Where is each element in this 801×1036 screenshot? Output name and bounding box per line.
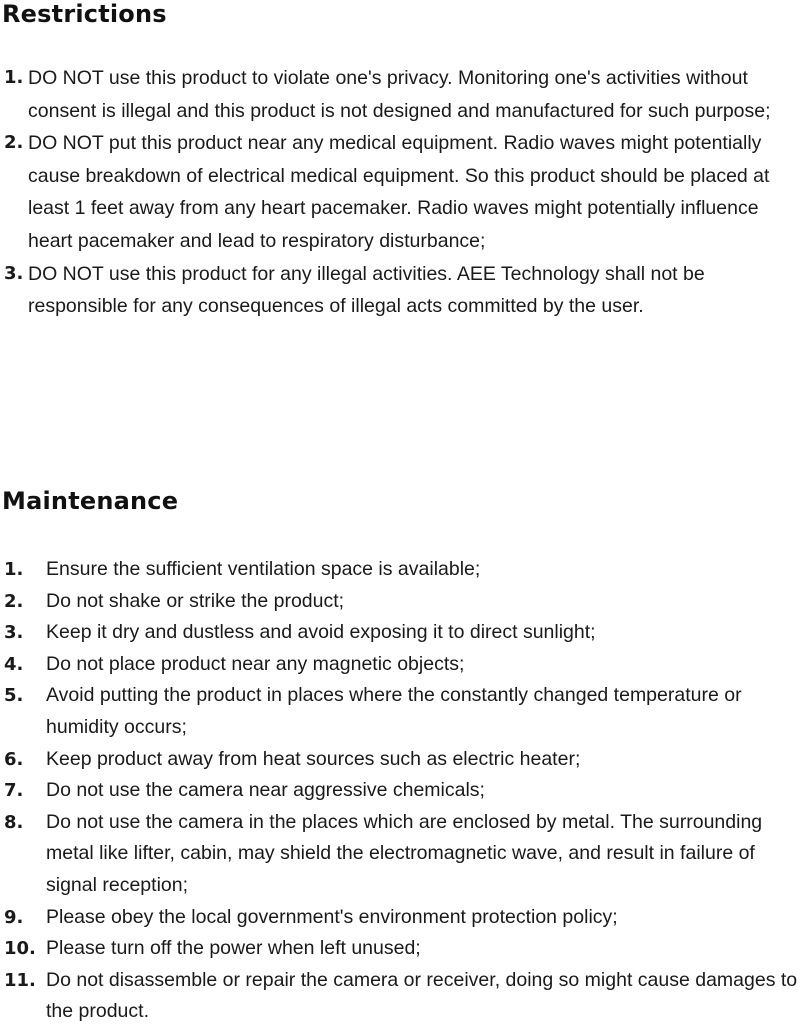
item-number: 2. — [4, 590, 24, 612]
maintenance-item-5 — [0, 680, 800, 743]
item-number: 7. — [4, 780, 24, 802]
item-text: Do not disassemble or repair the camera or receiver, doing so might cause damages to the product. — [46, 968, 798, 1023]
item-number: 1. — [4, 559, 24, 580]
item-text: Do not shake or strike the product; — [46, 589, 345, 612]
item-number: 8. — [4, 811, 24, 833]
maintenance-item-10 — [0, 933, 800, 965]
item-text: Please turn off the power when left unused; — [46, 937, 421, 960]
item-text: Please obey the local government's environment protection policy; — [46, 905, 618, 928]
item-number: 2. — [4, 132, 24, 154]
item-text: Do not place product near any magnetic objects; — [46, 652, 465, 675]
maintenance-item-2 — [0, 586, 800, 618]
maintenance-item-9 — [0, 902, 800, 934]
item-number: 6. — [4, 748, 24, 770]
restriction-item-1 — [0, 62, 800, 127]
item-text: Do not use the camera near aggressive chemicals; — [46, 779, 485, 802]
item-number: 1. — [4, 67, 24, 88]
item-text: DO NOT use this product to violate one's privacy. Monitoring one's activities without consent is illegal and this product is not designed and manufactured for such purpose; — [28, 67, 771, 122]
maintenance-item-11 — [0, 965, 800, 1028]
maintenance-item-3 — [0, 617, 800, 649]
maintenance-item-8 — [0, 807, 800, 902]
item-text: Keep it dry and dustless and avoid exposing it to direct sunlight; — [46, 621, 596, 644]
item-number: 5. — [4, 685, 24, 707]
maintenance-item-6 — [0, 744, 800, 776]
maintenance-item-1 — [0, 554, 800, 586]
maintenance-list — [0, 554, 800, 1028]
maintenance-item-7 — [0, 775, 800, 807]
maintenance-heading: Maintenance — [2, 487, 179, 515]
item-text: DO NOT put this product near any medical equipment. Radio waves might potentially cause breakdown of electrical medical equipment. So this product should be placed at least 1 feet away from any heart pacemaker. Radio waves might potentially influence heart pacemaker and lead to respiratory disturbance; — [28, 132, 770, 252]
item-text: Do not use the camera in the places which are enclosed by metal. The surrounding metal like lifter, cabin, may shield the electromagnetic wave, and result in failure of signal reception; — [46, 810, 763, 896]
item-number: 9. — [4, 906, 24, 928]
restrictions-heading: Restrictions — [2, 0, 167, 28]
item-text: Ensure the sufficient ventilation space is available; — [46, 558, 481, 580]
item-number: 11. — [4, 969, 36, 991]
item-text: Avoid putting the product in places where the constantly changed temperature or humidity occurs; — [46, 684, 742, 738]
restrictions-list — [0, 62, 800, 323]
item-number: 4. — [4, 653, 24, 675]
item-number: 3. — [4, 262, 24, 284]
item-text: Keep product away from heat sources such as electric heater; — [46, 747, 581, 770]
item-number: 10. — [4, 938, 36, 960]
maintenance-item-4 — [0, 649, 800, 681]
item-number: 3. — [4, 622, 24, 644]
restriction-item-2 — [0, 127, 800, 257]
item-text: DO NOT use this product for any illegal activities. AEE Technology shall not be responsible for any consequences of illegal acts committed by the user. — [28, 262, 705, 318]
restriction-item-3 — [0, 258, 800, 323]
